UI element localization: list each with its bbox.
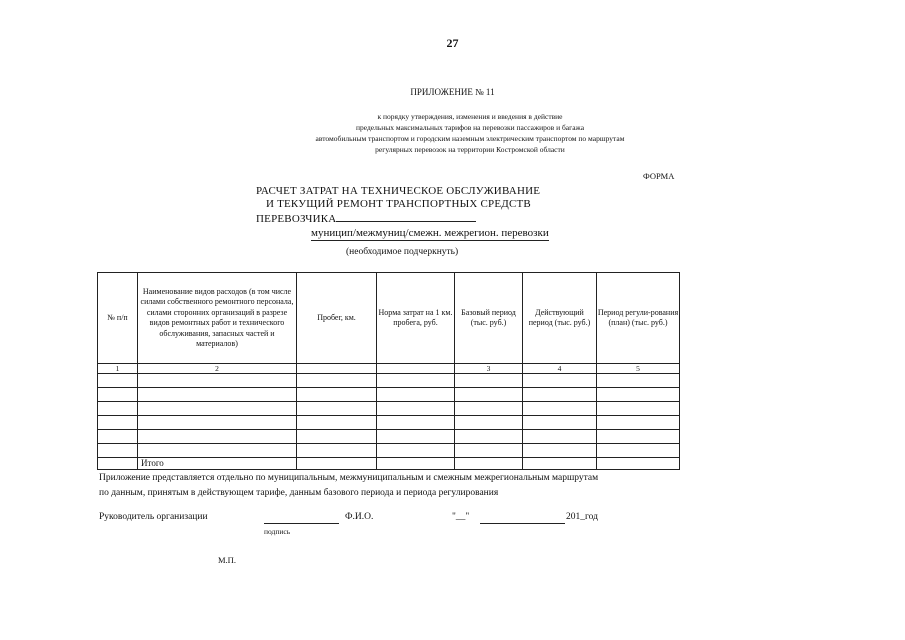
table-cell[interactable]: [523, 458, 597, 470]
table-row: [98, 444, 680, 458]
underline-hint: (необходимое подчеркнуть): [346, 247, 459, 257]
column-number: 1: [98, 364, 138, 374]
table-cell[interactable]: [98, 444, 138, 458]
table-cell[interactable]: [377, 402, 455, 416]
note-line: Приложение представляется отдельно по муниципальным, межмуниципальным и смежным межрегиональным маршрутам: [99, 473, 599, 483]
table-cell[interactable]: [377, 374, 455, 388]
column-number: 2: [138, 364, 297, 374]
table-cell[interactable]: [98, 388, 138, 402]
table-cell[interactable]: [455, 430, 523, 444]
table-cell[interactable]: [377, 388, 455, 402]
table-cell[interactable]: [455, 416, 523, 430]
column-number: 5: [597, 364, 680, 374]
header-cell: Базовый период (тыс. руб.): [455, 273, 523, 364]
table-row: [98, 388, 680, 402]
title-line: РАСЧЕТ ЗАТРАТ НА ТЕХНИЧЕСКОЕ ОБСЛУЖИВАНИЕ: [256, 185, 541, 197]
title-line-carrier: [256, 211, 540, 226]
header-cell: № п/п: [98, 273, 138, 364]
subtitle-line: регулярных перевозок на территории Костромской области: [375, 145, 565, 154]
table-cell[interactable]: [138, 444, 297, 458]
table-cell[interactable]: [297, 374, 377, 388]
table-cell[interactable]: [523, 374, 597, 388]
table-cell[interactable]: [523, 444, 597, 458]
table-cell[interactable]: [98, 402, 138, 416]
carrier-label: ПЕРЕВОЗЧИКА: [256, 213, 337, 225]
date-month-field[interactable]: [480, 523, 565, 524]
table-cell[interactable]: [523, 416, 597, 430]
table-row: [98, 374, 680, 388]
table-cell[interactable]: [98, 416, 138, 430]
carrier-name-field[interactable]: [336, 211, 476, 222]
table-cell[interactable]: [377, 444, 455, 458]
table-cell[interactable]: [523, 388, 597, 402]
table-cell[interactable]: [597, 416, 680, 430]
table-cell[interactable]: [138, 430, 297, 444]
title-line: И ТЕКУЩИЙ РЕМОНТ ТРАНСПОРТНЫХ СРЕДСТВ: [266, 198, 531, 210]
table-row: [98, 416, 680, 430]
signature-caption: подпись: [264, 527, 291, 536]
table-cell[interactable]: [597, 402, 680, 416]
date-day[interactable]: "__": [452, 512, 470, 522]
total-label: Итого: [138, 458, 297, 470]
table-cell[interactable]: [455, 458, 523, 470]
table-cell[interactable]: [455, 444, 523, 458]
table-cell[interactable]: [523, 430, 597, 444]
table-cell[interactable]: [297, 458, 377, 470]
table-cell[interactable]: [597, 388, 680, 402]
column-number: [377, 364, 455, 374]
seal-label: М.П.: [218, 555, 236, 565]
table-cell[interactable]: [297, 430, 377, 444]
table-cell[interactable]: [377, 416, 455, 430]
table-cell[interactable]: [297, 444, 377, 458]
page-number: 27: [446, 36, 459, 50]
transport-types: муницип/межмуниц/смежн. межрегион. перевозки: [311, 227, 549, 239]
table-cell[interactable]: [138, 374, 297, 388]
column-number: 4: [523, 364, 597, 374]
header-cell: Наименование видов расходов (в том числе силами собственного ремонтного персонала, силами сторонних организаций в разрезе видов ремонтных работ и технического обслуживания, запасных частей и материалов): [138, 273, 297, 364]
table-cell[interactable]: [455, 374, 523, 388]
table-cell[interactable]: [455, 402, 523, 416]
table-cell[interactable]: [98, 430, 138, 444]
head-of-organization-label: Руководитель организации: [99, 512, 208, 522]
column-number: [297, 364, 377, 374]
subtitle-line: автомобильным транспортом и городским наземным электрическим транспортом по маршрутам: [315, 134, 625, 143]
document-title: [256, 185, 540, 226]
header-cell: Период регули-рования (план) (тыс. руб.): [597, 273, 680, 364]
year-label: 201_год: [566, 512, 598, 522]
table-cell[interactable]: [297, 388, 377, 402]
header-cell: Норма затрат на 1 км. пробега, руб.: [377, 273, 455, 364]
appendix-subtitle: [270, 111, 670, 155]
cost-table: [97, 272, 680, 470]
note-line: по данным, принятым в действующем тарифе, данным базового периода и периода регулирования: [99, 488, 499, 498]
table-cell[interactable]: [455, 388, 523, 402]
header-cell: Пробег, км.: [297, 273, 377, 364]
table-cell[interactable]: [98, 374, 138, 388]
table-cell[interactable]: [597, 374, 680, 388]
fio-label: Ф.И.О.: [345, 512, 374, 522]
table-cell[interactable]: [377, 458, 455, 470]
subtitle-line: предельных максимальных тарифов на перевозки пассажиров и багажа: [355, 123, 585, 132]
table-cell[interactable]: [297, 402, 377, 416]
table-cell[interactable]: [138, 416, 297, 430]
form-label: ФОРМА: [643, 171, 675, 181]
table-header-row: [98, 273, 680, 364]
table-cell[interactable]: [597, 430, 680, 444]
table-row: [98, 402, 680, 416]
table-cell[interactable]: [597, 444, 680, 458]
table-cell[interactable]: [138, 402, 297, 416]
table-cell[interactable]: [98, 458, 138, 470]
table-cell[interactable]: [138, 388, 297, 402]
table-cell[interactable]: [523, 402, 597, 416]
table-row: [98, 430, 680, 444]
table-cell[interactable]: [377, 430, 455, 444]
signature-field[interactable]: [264, 523, 339, 524]
column-number-row: [98, 364, 680, 374]
table-cell[interactable]: [597, 458, 680, 470]
column-number: 3: [455, 364, 523, 374]
table-cell[interactable]: [297, 416, 377, 430]
submission-note: [99, 471, 598, 501]
subtitle-line: к порядку утверждения, изменения и введения в действие: [377, 112, 563, 121]
total-row: [98, 458, 680, 470]
appendix-heading: ПРИЛОЖЕНИЕ № 11: [410, 87, 495, 97]
header-cell: Действующий период (тыс. руб.): [523, 273, 597, 364]
